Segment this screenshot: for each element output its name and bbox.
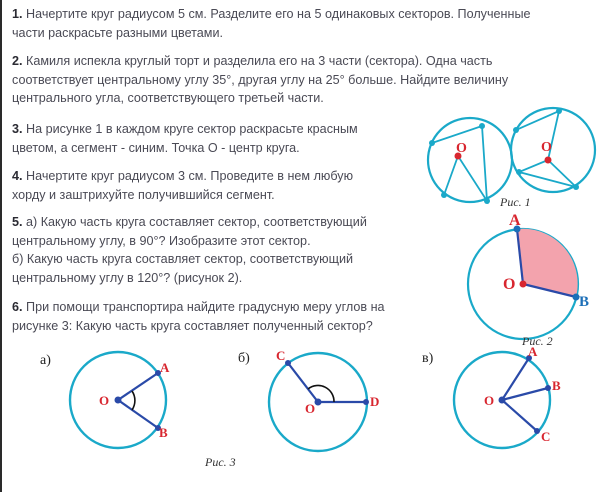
task-number: 5.	[12, 215, 23, 229]
fig3a-label-b: B	[159, 425, 168, 440]
fig3c-tag: в)	[422, 351, 434, 366]
fig2-sector	[517, 229, 578, 297]
fig3a-tag: а)	[40, 353, 51, 368]
task-number: 6.	[12, 300, 23, 314]
fig2-caption: Рис. 2	[522, 334, 553, 348]
fig3c-label-o: O	[484, 393, 495, 408]
fig3c-label-b: B	[552, 378, 561, 393]
task-text: части раскрасьте разными цветами.	[12, 25, 223, 40]
task-number: 3.	[12, 122, 23, 136]
fig3b-tag: б)	[238, 351, 250, 366]
task-text: При помощи транспортира найдите градусную меру углов на	[26, 300, 385, 314]
task-number: 1.	[12, 7, 23, 21]
fig2-label-a: A	[509, 212, 521, 229]
task-text: центрального угла, соответствующего третьей части.	[12, 91, 324, 105]
fig3b-label-o: O	[305, 401, 316, 416]
figure-3b	[238, 348, 379, 451]
fig1-left-center-label: O	[456, 141, 467, 156]
task-text: центральному углу в 120°? (рисунок 2).	[12, 270, 243, 285]
figure-2	[468, 212, 589, 348]
fig1-caption: Рис. 1	[500, 195, 531, 209]
fig2-label-b: B	[579, 294, 590, 310]
task-text: Камиля испекла круглый торт и разделила его на 3 части (сектора). Одна часть	[26, 54, 493, 68]
fig3c-label-c: C	[541, 429, 551, 444]
fig3a-label-a: A	[160, 360, 170, 375]
fig3b-label-c: C	[276, 348, 286, 363]
task-text: б) Какую часть круга составляет сектор, соответствующий	[12, 252, 354, 266]
fig3a-label-o: O	[99, 393, 110, 408]
fig3c-label-a: A	[528, 344, 538, 359]
figure-3c	[422, 344, 561, 448]
fig2-label-o: O	[503, 276, 516, 293]
figure-1	[428, 108, 595, 209]
fig1-right-circle	[511, 108, 595, 192]
task-text: На рисунке 1 в каждом круге сектор раскрасьте красным	[26, 122, 358, 136]
fig3-caption: Рис. 3	[205, 455, 236, 469]
task-text: Начертите круг радиусом 3 см. Проведите в нем любую	[26, 169, 354, 183]
task-text: хорду и заштрихуйте получившийся сегмент.	[12, 187, 275, 202]
task-text: центральному углу, в 90°? Изобразите этот сектор.	[12, 233, 311, 248]
fig1-left-circle	[428, 118, 512, 204]
figure-3a	[40, 352, 170, 448]
task-number: 4.	[12, 169, 23, 183]
fig1-right-center-label: O	[541, 140, 552, 155]
fig3b-label-d: D	[370, 394, 380, 409]
task-text: цветом, а сегмент - синим. Точка О - центр круга.	[12, 140, 300, 155]
task-text: рисунке 3: Какую часть круга составляет полученный сектор?	[12, 318, 373, 333]
task-text: Начертите круг радиусом 5 см. Разделите его на 5 одинаковых секторов. Полученные	[26, 7, 531, 21]
task-text: соответствует центральному углу 35°, другая углу на 25° больше. Найдите величину	[12, 72, 509, 87]
task-text: а) Какую часть круга составляет сектор, соответствующий	[26, 215, 367, 229]
task-number: 2.	[12, 54, 23, 68]
